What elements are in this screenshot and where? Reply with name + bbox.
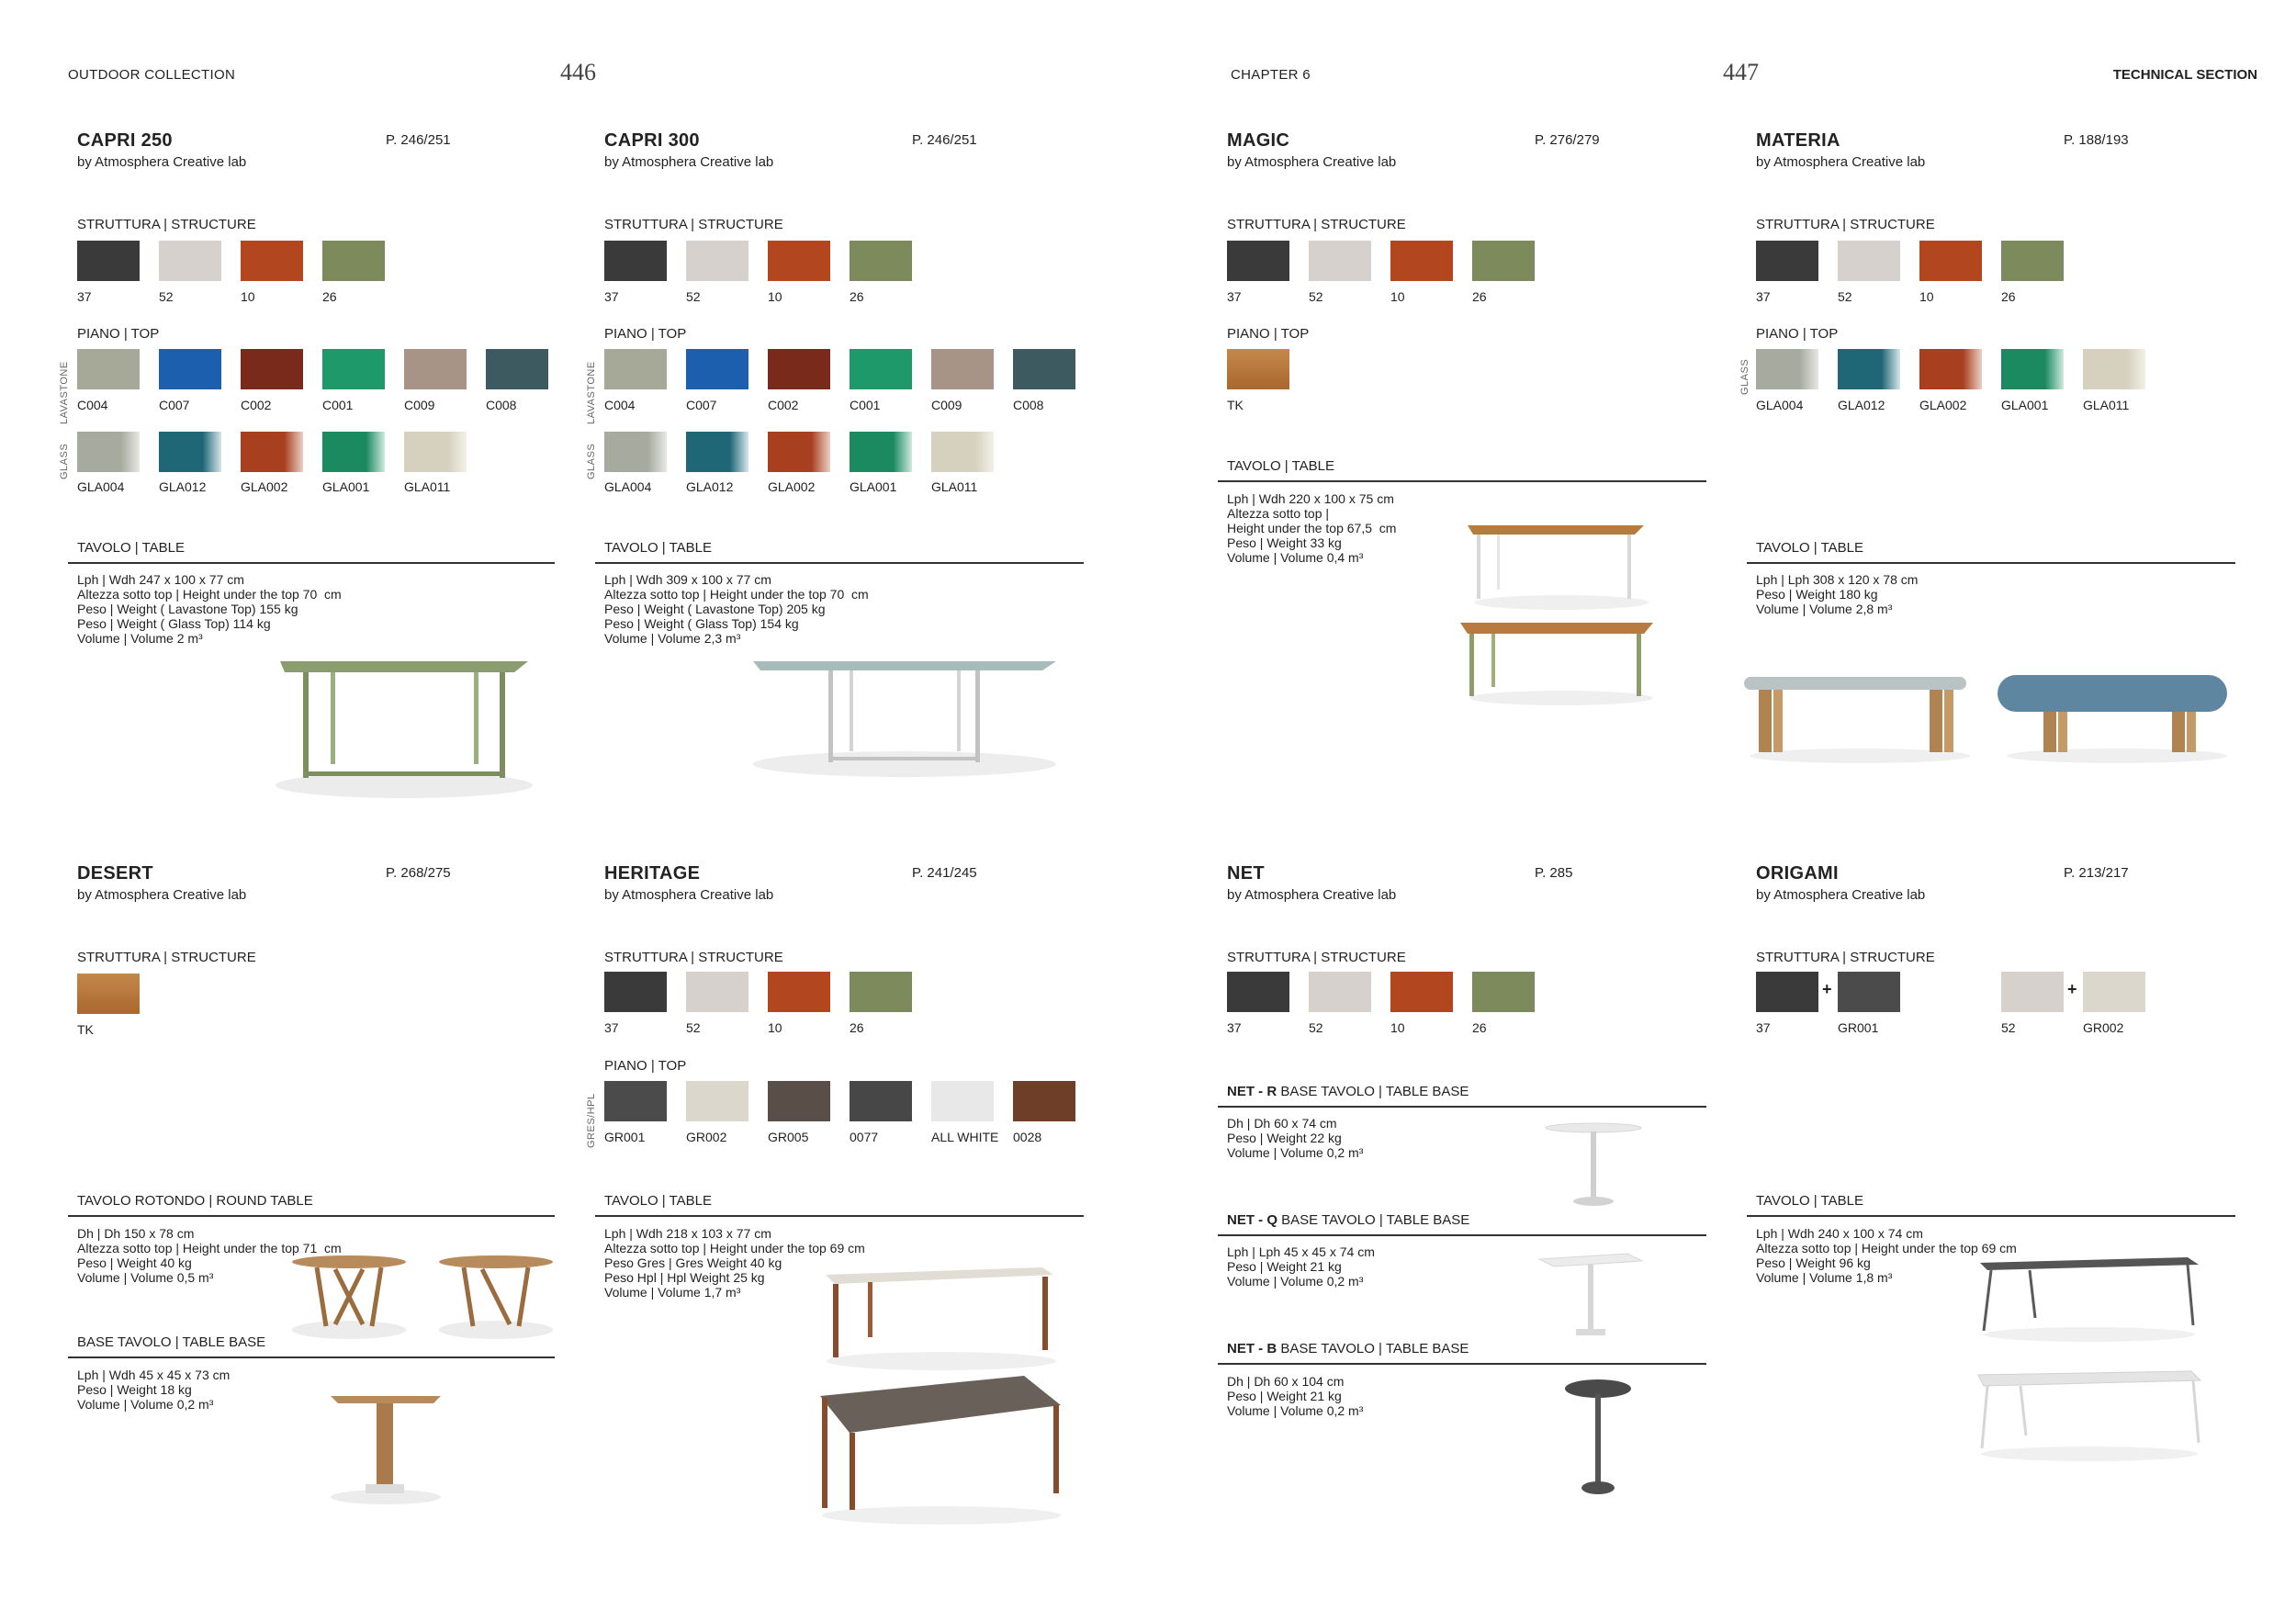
- swatch-37: [77, 241, 140, 281]
- swatch-GLA002: [768, 432, 830, 472]
- swatch-code: GLA011: [931, 479, 978, 494]
- swatch-code: GR001: [604, 1130, 646, 1144]
- divider: [1218, 1363, 1706, 1365]
- materia-table-images: [1740, 666, 2236, 767]
- swatch-code: 10: [241, 289, 255, 304]
- swatch-code: GR001: [1838, 1020, 1879, 1035]
- swatch-code: 26: [1472, 1020, 1487, 1035]
- swatch-code: 52: [2001, 1020, 2016, 1035]
- net-r-label: BASE TAVOLO | TABLE BASE: [1277, 1084, 1469, 1099]
- product-designer: by Atmosphera Creative lab: [77, 154, 247, 170]
- swatch-code: C004: [604, 398, 636, 412]
- spec-text: Lph | Wdh 247 x 100 x 77 cm Altezza sotto top | Height under the top 70 cm Peso | Weight ( Lavastone Top) 155 kg Peso | Weight ( Glass Top) 114 kg Volume | Volume 2 m³: [77, 572, 342, 646]
- swatch-GLA011: [2083, 349, 2145, 389]
- capri250-table-image: [266, 643, 542, 808]
- swatch-C009: [931, 349, 994, 389]
- product-designer: by Atmosphera Creative lab: [77, 887, 247, 903]
- top-label: PIANO | TOP: [604, 326, 687, 342]
- swatch-37: [604, 972, 667, 1012]
- divider: [595, 562, 1084, 564]
- net-q-label: BASE TAVOLO | TABLE BASE: [1277, 1212, 1470, 1228]
- swatch-52: [686, 972, 748, 1012]
- swatch-C002: [241, 349, 303, 389]
- greshpl-side-label: GRES/HPL: [586, 1093, 597, 1148]
- swatch-code: 26: [322, 289, 337, 304]
- swatch-C009: [404, 349, 467, 389]
- structure-label: STRUTTURA | STRUCTURE: [604, 217, 783, 232]
- top-label: PIANO | TOP: [1756, 326, 1839, 342]
- top-label: PIANO | TOP: [77, 326, 160, 342]
- swatch-code: C008: [486, 398, 517, 412]
- swatch-GR001: [1838, 972, 1900, 1012]
- swatch-TK: [77, 974, 140, 1014]
- swatch-code: 37: [604, 289, 619, 304]
- table-label: TAVOLO | TABLE: [1756, 1193, 1863, 1209]
- product-designer: by Atmosphera Creative lab: [1227, 154, 1397, 170]
- product-title: CAPRI 250: [77, 130, 173, 151]
- page-reference: P. 246/251: [386, 132, 451, 148]
- swatch-code: GLA004: [604, 479, 652, 494]
- swatch-GR002: [2083, 972, 2145, 1012]
- product-title: MAGIC: [1227, 130, 1290, 151]
- product-designer: by Atmosphera Creative lab: [1227, 887, 1397, 903]
- swatch-code: C002: [241, 398, 272, 412]
- swatch-GR005: [768, 1081, 830, 1121]
- structure-label: STRUTTURA | STRUCTURE: [77, 950, 256, 965]
- swatch-code: GLA002: [768, 479, 816, 494]
- swatch-code: GLA011: [404, 479, 451, 494]
- swatch-code: GR002: [686, 1130, 727, 1144]
- swatch-code: 0028: [1013, 1130, 1042, 1144]
- origami-table-images: [1975, 1254, 2204, 1465]
- net-r-image: [1543, 1122, 1644, 1214]
- net-r-code: NET - R: [1227, 1084, 1277, 1099]
- round-table-label: TAVOLO ROTONDO | ROUND TABLE: [77, 1193, 313, 1209]
- net-b-title: [1227, 1341, 1469, 1356]
- swatch-code: ALL WHITE: [931, 1130, 999, 1144]
- divider: [595, 1215, 1084, 1217]
- structure-label: STRUTTURA | STRUCTURE: [1756, 217, 1935, 232]
- net-b-code: NET - B: [1227, 1341, 1277, 1356]
- swatch-code: C008: [1013, 398, 1044, 412]
- table-label: TAVOLO | TABLE: [1756, 540, 1863, 556]
- swatch-code: GLA012: [159, 479, 207, 494]
- divider: [1747, 562, 2235, 564]
- plus-icon: +: [2067, 980, 2077, 998]
- product-origami: [1756, 863, 1925, 903]
- swatch-code: 26: [850, 1020, 864, 1035]
- swatch-code: 37: [1756, 289, 1771, 304]
- net-r-title: [1227, 1084, 1469, 1099]
- page-number-left: 446: [560, 59, 596, 85]
- product-net: [1227, 863, 1396, 903]
- divider: [1218, 1234, 1706, 1236]
- swatch-GLA001: [2001, 349, 2064, 389]
- swatch-code: 37: [1756, 1020, 1771, 1035]
- swatch-code: 37: [604, 1020, 619, 1035]
- chapter-label: CHAPTER 6: [1231, 67, 1311, 83]
- swatch-C008: [1013, 349, 1075, 389]
- swatch-code: C001: [322, 398, 354, 412]
- product-designer: by Atmosphera Creative lab: [1756, 887, 1926, 903]
- swatch-code: 26: [2001, 289, 2016, 304]
- swatch-26: [1472, 241, 1535, 281]
- swatch-GLA004: [1756, 349, 1818, 389]
- structure-label: STRUTTURA | STRUCTURE: [1227, 217, 1406, 232]
- structure-label: STRUTTURA | STRUCTURE: [77, 217, 256, 232]
- structure-label: STRUTTURA | STRUCTURE: [1227, 950, 1406, 965]
- swatch-52: [2001, 972, 2064, 1012]
- product-title: MATERIA: [1756, 130, 1840, 151]
- swatch-0028: [1013, 1081, 1075, 1121]
- swatch-52: [686, 241, 748, 281]
- swatch-code: 52: [1309, 289, 1323, 304]
- product-title: DESERT: [77, 863, 153, 884]
- swatch-C004: [604, 349, 667, 389]
- swatch-GLA002: [241, 432, 303, 472]
- swatch-37: [1756, 972, 1818, 1012]
- swatch-10: [1390, 241, 1453, 281]
- page-reference: P. 188/193: [2064, 132, 2129, 148]
- spec-text: Dh | Dh 60 x 104 cm Peso | Weight 21 kg Volume | Volume 0,2 m³: [1227, 1374, 1364, 1418]
- spec-text: Lph | Wdh 218 x 103 x 77 cm Altezza sotto top | Height under the top 69 cm Peso Gres | Gres Weight 40 kg Peso Hpl | Hpl Weight 25 kg Volume | Volume 1,7 m³: [604, 1226, 865, 1300]
- table-label: TAVOLO | TABLE: [604, 1193, 712, 1209]
- swatch-10: [768, 972, 830, 1012]
- swatch-37: [1227, 972, 1289, 1012]
- swatch-code: GLA012: [686, 479, 734, 494]
- swatch-GLA012: [159, 432, 221, 472]
- swatch-GLA011: [931, 432, 994, 472]
- page-reference: P. 285: [1535, 865, 1573, 881]
- swatch-C008: [486, 349, 548, 389]
- swatch-GLA001: [322, 432, 385, 472]
- capri300-table-image: [744, 643, 1065, 790]
- swatch-code: 52: [686, 1020, 701, 1035]
- heritage-table-images: [813, 1258, 1070, 1525]
- swatch-code: C001: [850, 398, 881, 412]
- swatch-C004: [77, 349, 140, 389]
- swatch-26: [850, 972, 912, 1012]
- swatch-52: [1309, 972, 1371, 1012]
- swatch-26: [322, 241, 385, 281]
- divider: [1218, 480, 1706, 482]
- product-magic: [1227, 130, 1396, 170]
- product-materia: [1756, 130, 1925, 170]
- page-reference: P. 213/217: [2064, 865, 2129, 881]
- divider: [68, 1215, 555, 1217]
- product-title: NET: [1227, 863, 1265, 884]
- swatch-code: C007: [159, 398, 190, 412]
- swatch-GLA002: [1919, 349, 1982, 389]
- net-q-image: [1536, 1252, 1646, 1344]
- swatch-allwhite: [931, 1081, 994, 1121]
- net-b-image: [1557, 1378, 1639, 1502]
- spec-text: Lph | Lph 45 x 45 x 74 cm Peso | Weight 21 kg Volume | Volume 0,2 m³: [1227, 1244, 1375, 1289]
- swatch-10: [241, 241, 303, 281]
- page-reference: P. 241/245: [912, 865, 977, 881]
- lavastone-side-label: LAVASTONE: [59, 361, 70, 424]
- structure-label: STRUTTURA | STRUCTURE: [604, 950, 783, 965]
- swatch-code: GLA001: [850, 479, 897, 494]
- swatch-10: [1390, 972, 1453, 1012]
- swatch-37: [1756, 241, 1818, 281]
- swatch-code: 26: [850, 289, 864, 304]
- swatch-code: 37: [77, 289, 92, 304]
- glass-side-label: GLASS: [59, 443, 70, 479]
- magic-table-images: [1460, 514, 1662, 707]
- glass-side-label: GLASS: [586, 443, 597, 479]
- swatch-code: C009: [404, 398, 435, 412]
- swatch-code: 10: [768, 289, 782, 304]
- net-b-label: BASE TAVOLO | TABLE BASE: [1277, 1341, 1469, 1356]
- swatch-code: 37: [1227, 1020, 1242, 1035]
- swatch-GLA011: [404, 432, 467, 472]
- swatch-code: 10: [768, 1020, 782, 1035]
- swatch-C002: [768, 349, 830, 389]
- swatch-code: GLA002: [241, 479, 288, 494]
- product-title: HERITAGE: [604, 863, 701, 884]
- swatch-code: 10: [1390, 289, 1405, 304]
- table-base-label: BASE TAVOLO | TABLE BASE: [77, 1334, 266, 1350]
- swatch-code: 52: [1838, 289, 1852, 304]
- spec-text: Lph | Lph 308 x 120 x 78 cm Peso | Weight 180 kg Volume | Volume 2,8 m³: [1756, 572, 1919, 616]
- swatch-code: 26: [1472, 289, 1487, 304]
- net-q-title: [1227, 1212, 1469, 1228]
- swatch-code: TK: [77, 1022, 94, 1037]
- spec-text: Lph | Wdh 220 x 100 x 75 cm Altezza sotto top | Height under the top 67,5 cm Peso | Weight 33 kg Volume | Volume 0,4 m³: [1227, 491, 1397, 565]
- swatch-37: [604, 241, 667, 281]
- product-capri250: [77, 130, 246, 170]
- swatch-10: [1919, 241, 1982, 281]
- product-designer: by Atmosphera Creative lab: [1756, 154, 1926, 170]
- swatch-code: GLA004: [1756, 398, 1804, 412]
- swatch-26: [2001, 241, 2064, 281]
- swatch-code: 52: [686, 289, 701, 304]
- swatch-52: [1838, 241, 1900, 281]
- divider: [68, 1356, 555, 1358]
- swatch-code: GLA002: [1919, 398, 1967, 412]
- swatch-TK: [1227, 349, 1289, 389]
- swatch-GR002: [686, 1081, 748, 1121]
- swatch-code: GLA001: [2001, 398, 2049, 412]
- swatch-code: C002: [768, 398, 799, 412]
- collection-label: OUTDOOR COLLECTION: [68, 67, 236, 83]
- product-title: CAPRI 300: [604, 130, 700, 151]
- swatch-code: GLA011: [2083, 398, 2130, 412]
- page-reference: P. 246/251: [912, 132, 977, 148]
- spec-text: Dh | Dh 150 x 78 cm Altezza sotto top | Height under the top 71 cm Peso | Weight 40 kg Volume | Volume 0,5 m³: [77, 1226, 342, 1285]
- plus-icon: +: [1822, 980, 1832, 998]
- swatch-C007: [159, 349, 221, 389]
- divider: [1747, 1215, 2235, 1217]
- product-designer: by Atmosphera Creative lab: [604, 887, 774, 903]
- swatch-code: 10: [1919, 289, 1934, 304]
- swatch-52: [159, 241, 221, 281]
- swatch-code: GR002: [2083, 1020, 2124, 1035]
- swatch-code: C004: [77, 398, 108, 412]
- swatch-GLA012: [686, 432, 748, 472]
- swatch-10: [768, 241, 830, 281]
- spec-text: Lph | Wdh 240 x 100 x 74 cm Altezza sotto top | Height under the top 69 cm Peso | Weight 96 kg Volume | Volume 1,8 m³: [1756, 1226, 2017, 1285]
- swatch-code: 37: [1227, 289, 1242, 304]
- divider: [1218, 1106, 1706, 1108]
- swatch-code: GLA004: [77, 479, 125, 494]
- swatch-26: [850, 241, 912, 281]
- product-designer: by Atmosphera Creative lab: [604, 154, 774, 170]
- top-label: PIANO | TOP: [604, 1058, 687, 1074]
- swatch-C001: [322, 349, 385, 389]
- product-heritage: [604, 863, 773, 903]
- structure-label: STRUTTURA | STRUCTURE: [1756, 950, 1935, 965]
- swatch-code: 10: [1390, 1020, 1405, 1035]
- swatch-GLA001: [850, 432, 912, 472]
- swatch-code: C007: [686, 398, 717, 412]
- swatch-GLA004: [77, 432, 140, 472]
- page-number-right: 447: [1723, 59, 1759, 85]
- swatch-26: [1472, 972, 1535, 1012]
- swatch-52: [1309, 241, 1371, 281]
- spec-text: Lph | Wdh 309 x 100 x 77 cm Altezza sotto top | Height under the top 70 cm Peso | Weight ( Lavastone Top) 205 kg Peso | Weight ( Glass Top) 154 kg Volume | Volume 2,3 m³: [604, 572, 869, 646]
- spec-text: Dh | Dh 60 x 74 cm Peso | Weight 22 kg Volume | Volume 0,2 m³: [1227, 1116, 1364, 1160]
- divider: [68, 562, 555, 564]
- glass-side-label: GLASS: [1739, 358, 1750, 395]
- swatch-C007: [686, 349, 748, 389]
- swatch-GR001: [604, 1081, 667, 1121]
- desert-round-table-images: [285, 1251, 560, 1343]
- page-reference: P. 276/279: [1535, 132, 1600, 148]
- product-title: ORIGAMI: [1756, 863, 1839, 884]
- page-reference: P. 268/275: [386, 865, 451, 881]
- table-label: TAVOLO | TABLE: [604, 540, 712, 556]
- swatch-code: 0077: [850, 1130, 879, 1144]
- top-label: PIANO | TOP: [1227, 326, 1310, 342]
- table-label: TAVOLO | TABLE: [77, 540, 185, 556]
- net-q-code: NET - Q: [1227, 1212, 1277, 1228]
- spec-text: Lph | Wdh 45 x 45 x 73 cm Peso | Weight 18 kg Volume | Volume 0,2 m³: [77, 1368, 231, 1412]
- swatch-GLA004: [604, 432, 667, 472]
- lavastone-side-label: LAVASTONE: [586, 361, 597, 424]
- section-label: TECHNICAL SECTION: [2112, 67, 2257, 83]
- swatch-0077: [850, 1081, 912, 1121]
- swatch-code: C009: [931, 398, 962, 412]
- swatch-code: TK: [1227, 398, 1244, 412]
- product-desert: [77, 863, 246, 903]
- swatch-C001: [850, 349, 912, 389]
- swatch-37: [1227, 241, 1289, 281]
- swatch-code: 52: [159, 289, 174, 304]
- swatch-GLA012: [1838, 349, 1900, 389]
- product-capri300: [604, 130, 773, 170]
- swatch-code: GR005: [768, 1130, 809, 1144]
- swatch-code: GLA001: [322, 479, 370, 494]
- swatch-code: GLA012: [1838, 398, 1885, 412]
- swatch-code: 52: [1309, 1020, 1323, 1035]
- desert-base-table-image: [321, 1387, 450, 1506]
- table-label: TAVOLO | TABLE: [1227, 458, 1334, 474]
